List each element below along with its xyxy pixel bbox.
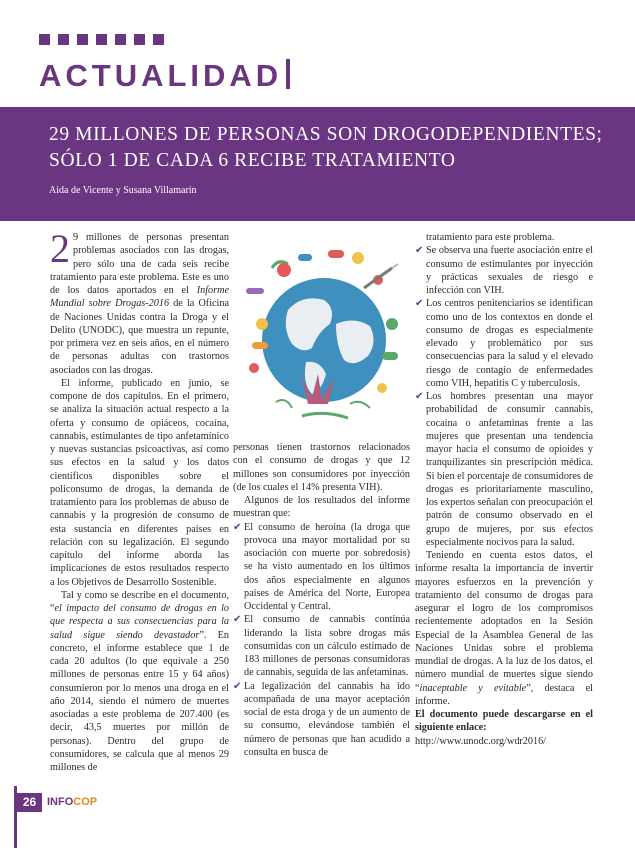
paragraph: El informe, publicado en junio, se compone de dos capítulos. En el primero, se analiza la situación actual respecto a la oferta y consumo de opiáceos, cocaína, cannabis, estimulantes de tipo anfetamínico y nuevas sustancias psicoactivas, así como sus efectos en la salud y los datos científicos disponibles sobre el policonsumo de drogas, la demanda de tratamiento para los problemas de abuso de cannabis y la progresión de consumo de esta sustancia en diferentes países en relación con su legalización. El segundo capítulo del informe aborda las implicaciones de estos resultados respecto a los Objetivos de Desarrollo Sostenible.	[50, 377, 229, 588]
list-item: ✔ Los centros penitenciarios se identifican como uno de los contextos en donde el consumo de drogas es especialmente elevado y problemático por sus consecuencias para la salud y el elevado riesgo de contagio de enfermedades como VIH, hepatitis C y tuberculosis.	[415, 298, 593, 389]
list-item: ✔ Se observa una fuerte asociación entre el consumo de estimulantes por inyección y prácticas sexuales de riesgo e infección con VIH.	[415, 245, 593, 296]
section-title: ACTUALIDAD	[39, 56, 290, 96]
paragraph: Teniendo en cuenta estos datos, el informe resalta la importancia de invertir mayores esfuerzos en la prevención y tratamiento del consumo de drogas para asegurar el logro de los compromisos recientemente adoptados en la Sesión Especial de la Asamblea General de las Naciones Unidas sobre el problema mundial de drogas. A la luz de los datos, el número mundial de muertes sigue siendo “inaceptable y evitable”, destaca el informe.	[415, 550, 593, 707]
brand-logo: INFOCOP	[47, 796, 98, 808]
checkmark-icon: ✔	[415, 245, 424, 257]
paragraph: Tal y como se describe en el documento, “el impacto del consumo de drogas en lo que respecta a sus consecuencias para la salud sigue siendo devastador”. En concreto, el informe establece que 1 de cada 20 adultos (lo que equivale a 250 millones de personas entre 15 y 64 años) consumieron por lo menos una droga en el año 2014, siendo el número de muertes asociadas a este problema de 207.400 (es decir, 43,5 muertes por millón de personas). Dentro del grupo de consumidores, se calcula que al menos 29 millones de	[50, 589, 230, 773]
article-column-2	[233, 441, 410, 759]
list-item: ✔ Los hombres presentan una mayor probabilidad de consumir cannabis, cocaína o anfetaminas frente a las mujeres que presentan una tendencia mayor hacia el consumo de opioides y tranquilizantes sin prescripción médica. Si bien el porcentaje de consumidores de drogas es prioritariamente masculino, los expertos señalan con preocupación el patrón de consumo observado en el grupo de mujeres, por sus efectos especialmente nocivos para la salud.	[415, 391, 593, 548]
download-link[interactable]: http://www.unodc.org/wdr2016/	[415, 735, 547, 747]
list-item: ✔ El consumo de cannabis continúa liderando la lista sobre drogas más consumidas con un cálculo estimado de 183 millones de personas consumidoras de cannabis, seguida de las anfetaminas.	[233, 614, 410, 679]
decorative-squares	[39, 34, 164, 45]
findings-list-continued	[415, 244, 593, 549]
findings-list	[233, 521, 410, 760]
article-column-1	[50, 226, 230, 774]
list-item: ✔ El consumo de heroína (la droga que provoca una mayor mortalidad por su asociación con muerte por sobredosis) se ha visto aumentado en los últimos dos años especialmente en algunos países de América del Norte, Europea Occidental y Central.	[233, 521, 410, 612]
article-column-3	[415, 231, 593, 748]
article-authors: Aida de Vicente y Susana Villamarín	[49, 185, 197, 196]
checkmark-icon: ✔	[233, 521, 242, 533]
checkmark-icon: ✔	[233, 680, 242, 692]
checkmark-icon: ✔	[233, 614, 242, 626]
headline	[49, 122, 619, 174]
list-item: ✔ La legalización del cannabis ha ido acompañada de una mayor aceptación social de esta droga y de un aumento de su consumo, elevándose también el número de personas que han acudido a consulta en busca de	[233, 680, 410, 758]
headline-line-2: SÓLO 1 DE CADA 6 RECIBE TRATAMIENTO	[49, 150, 456, 171]
checkmark-icon: ✔	[415, 391, 424, 402]
list-continuation: tratamiento para este problema.	[426, 232, 555, 243]
paragraph: Algunos de los resultados del informe muestran que:	[233, 495, 410, 520]
paragraph: personas tienen trastornos relacionados con el consumo de drogas y que 12 millones son consumidores por inyección (de los cuales el 14% presenta VIH).	[233, 442, 410, 493]
intro-paragraph: 2 9 millones de personas presentan problemas asociados con las drogas, pero sólo una de cada seis recibe tratamiento para este problema. Este es uno de los datos aportados en el Informe Mundial sobre Drogas-2016 de la Oficina de Naciones Unidas contra la Droga y el Delito (UNODC), que muestra un repunte, por primera vez en seis años, en el número de personas adultas con trastornos asociados con las drogas.	[50, 226, 230, 376]
globe-drugs-illustration	[232, 228, 412, 438]
drop-cap: 2	[50, 226, 70, 271]
download-label: El documento puede descargarse en el siguiente enlace:	[415, 709, 593, 734]
checkmark-icon: ✔	[415, 298, 424, 310]
page-number: 26	[17, 793, 42, 812]
headline-line-1: 29 MILLONES DE PERSONAS SON DROGODEPENDIENTES;	[49, 124, 603, 145]
